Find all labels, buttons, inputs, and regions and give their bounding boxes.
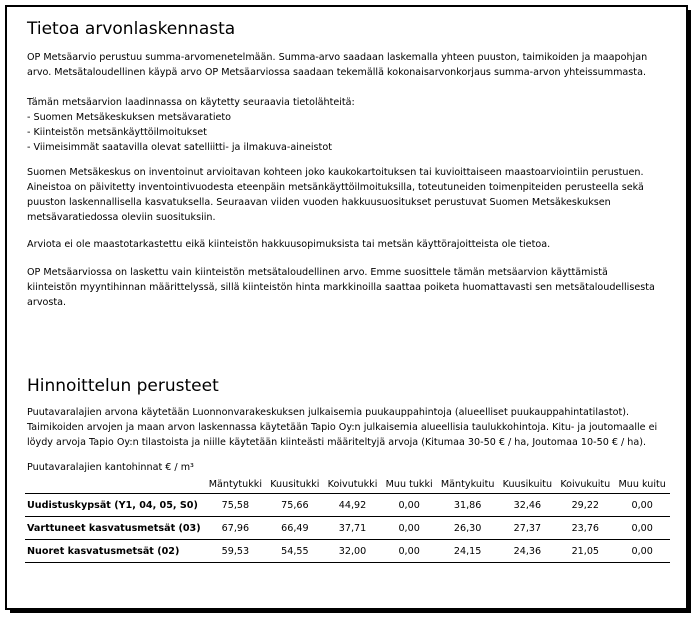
table-cell: 66,49	[281, 522, 309, 534]
table-cell: 32,46	[513, 499, 542, 511]
table-cell: 0,00	[631, 499, 653, 511]
row-label: Uudistuskypsät (Y1, 04, 05, S0)	[27, 499, 198, 511]
table-cell: 24,36	[513, 545, 542, 557]
table-cell: 44,92	[338, 499, 367, 511]
table-caption: Puutavaralajien kantohinnat € / m³	[27, 462, 194, 473]
paragraph-pricing: Puutavaralajien arvona käytetään Luonnonvarakeskuksen julkaisemia puukauppahintoja (alueelliset puukauppahintatilastot). Taimikoiden arvojen ja maan arvon laskennassa käytetään Tapio Oy:n julkaisemia alueellisia taulukkohintoja. Kitu- ja joutomaalle ei löydy arvoja Tapio Oy:n tilastoista ja niille käytetään kiinteästi määriteltyjä arvoja (Kitumaa 30-50 € / ha, Joutomaa 10-50 € / ha).	[27, 407, 658, 448]
paragraph-method: OP Metsäarvio perustuu summa-arvomenetelmään. Summa-arvo saadaan laskemalla yhteen puuston, taimikoiden ja maapohjan arvo. Metsätaloudellinen käypä arvo OP Metsäarviossa saadaan tekemällä kokonaisarvonkorjaus summa-arvon yhteissummasta.	[27, 52, 648, 78]
table-row	[25, 540, 670, 563]
table-cell: 37,71	[338, 522, 367, 534]
row-label: Varttuneet kasvatusmetsät (03)	[27, 522, 201, 534]
table-cell: 21,05	[571, 545, 600, 557]
table-header-cell: Muu kuitu	[618, 479, 666, 490]
section-title-pricing: Hinnoittelun perusteet	[27, 376, 219, 396]
paragraph-sources: Tämän metsäarvion laadinnassa on käytetty seuraavia tietolähteitä: - Suomen Metsäkeskuksen metsävaratieto - Kiinteistön metsänkäyttöilmoitukset - Viimeisimmät saatavilla olevat satelliitti- ja ilmakuva-aineistot	[27, 97, 355, 153]
table-cell: 29,22	[571, 499, 600, 511]
table-cell: 26,30	[453, 522, 482, 534]
table-cell: 75,58	[221, 499, 250, 511]
table-cell: 24,15	[453, 545, 482, 557]
row-label: Nuoret kasvatusmetsät (02)	[27, 545, 180, 557]
paragraph-disclaimer: OP Metsäarviossa on laskettu vain kiinteistön metsätaloudellinen arvo. Emme suosittele tämän metsäarvion käyttämistä kiinteistön myyntihinnan määrittelyssä, sillä kiinteistön hinta markkinoilla saattaa poiketa huomattavasti sen metsätaloudellisesta arvosta.	[27, 267, 655, 308]
table-cell: 23,76	[571, 522, 600, 534]
frame-shadow-right	[688, 10, 691, 613]
paragraph-no-field-check: Arviota ei ole maastotarkastettu eikä kiinteistön hakkuusopimuksista tai metsän käyttörajoitteista ole tietoa.	[27, 239, 551, 250]
table-header-cell: Mäntykuitu	[440, 479, 495, 490]
table-header-row	[25, 476, 670, 494]
table-cell: 31,86	[453, 499, 482, 511]
table-cell: 0,00	[398, 499, 420, 511]
table-cell: 27,37	[513, 522, 542, 534]
frame-shadow-bottom	[10, 610, 691, 613]
paragraph-inventory: Suomen Metsäkeskus on inventoinut arvioitavan kohteen joko kaukokartoituksen tai kuvioittaiseen maastoarviointiin perustuen. Aineistoa on päivitetty inventointivuodesta eteenpäin metsänkäyttöilmoituksilla, toteutuneiden toimenpiteiden perusteella sekä puuston laskennallisella kasvatuksella. Seuraavan viiden vuoden hakkuusuositukset perustuvat Suomen Metsäkeskuksen metsävaratiedossa oleviin suosituksiin.	[27, 167, 644, 223]
table-cell: 54,55	[281, 545, 309, 557]
table-cell: 32,00	[338, 545, 367, 557]
table-header-cell: Koivukuitu	[560, 479, 611, 490]
table-cell: 59,53	[221, 545, 250, 557]
table-cell: 75,66	[281, 499, 309, 511]
stumpage-price-table	[25, 476, 670, 563]
table-cell: 0,00	[398, 545, 420, 557]
table-header-empty	[25, 476, 205, 494]
table-row	[25, 517, 670, 540]
table-cell: 0,00	[398, 522, 420, 534]
table-row	[25, 494, 670, 517]
table-cell: 67,96	[221, 522, 250, 534]
table-header-cell: Kuusikuitu	[502, 479, 553, 490]
section-title-valuation: Tietoa arvonlaskennasta	[27, 19, 236, 39]
table-header-cell: Muu tukki	[385, 479, 433, 490]
table-cell: 0,00	[631, 545, 653, 557]
table-header-cell: Mäntytukki	[208, 479, 263, 490]
table-cell: 0,00	[631, 522, 653, 534]
table-header-cell: Kuusitukki	[270, 479, 320, 490]
table-header-cell: Koivutukki	[327, 479, 378, 490]
